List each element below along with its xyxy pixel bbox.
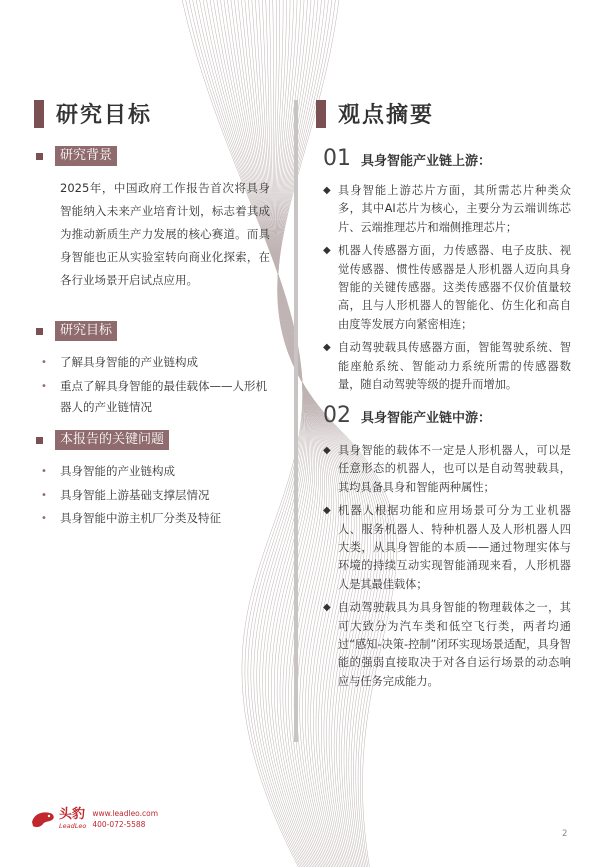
section-objectives-header: [36, 321, 117, 341]
section-background-header: [36, 146, 117, 166]
wave-strand: [277, 0, 357, 867]
list-item: • 具身智能上游基础支撑层情况: [40, 485, 275, 507]
wave-strand: [278, 0, 368, 867]
section-label: 研究背景: [55, 146, 117, 166]
wave-strand: [265, 0, 338, 867]
title-accent-bar: [316, 100, 326, 128]
background-paragraph: 2025年，中国政府工作报告首次将具身智能纳入未来产业培育计划，标志着其成为推动新质生产力发展的核心赛道。而具身智能也正从实验室转向商业化探索，在各行业场景开启试点应用。: [60, 181, 270, 287]
section-heading: 具身智能产业链上游：: [361, 154, 492, 169]
wave-strand: [216, 0, 316, 867]
wave-strand: [277, 0, 359, 867]
square-bullet-icon: [36, 153, 43, 160]
left-column-title: [34, 98, 152, 129]
list-item: ◆ 机器人传感器方面，力传感器、电子皮肤、视觉传感器、惯性传感器是人形机器人迈向具身智能的关键传感器。这类传感器不仅价值量较高，且与人形机器人的智能化、仿生化和高自由度等发展方向紧密相连；: [323, 244, 571, 331]
wave-strand: [212, 0, 314, 867]
list-item: • 了解具身智能的产业链构成: [40, 352, 275, 374]
section-heading: 具身智能产业链中游：: [361, 411, 492, 426]
list-item: • 重点了解具身智能的最佳载体——人形机器人的产业链情况: [40, 376, 275, 419]
midstream-list: [323, 442, 571, 696]
diamond-bullet-icon: ◆: [323, 445, 331, 456]
wave-strand: [198, 0, 308, 867]
objectives-list: [40, 352, 275, 421]
upstream-header: [323, 146, 491, 171]
small-dot-icon: •: [41, 513, 47, 524]
wave-strand: [191, 0, 305, 867]
wave-strand: [187, 0, 303, 867]
wave-strand: [278, 0, 363, 867]
small-dot-icon: •: [41, 380, 47, 392]
diamond-bullet-icon: ◆: [323, 602, 331, 614]
section-label: 研究目标: [55, 321, 117, 341]
wave-strand: [223, 0, 319, 867]
wave-strand: [278, 0, 365, 867]
square-bullet-icon: [36, 437, 43, 444]
section-number: 02: [323, 403, 351, 428]
list-item: • 具身智能的产业链构成: [40, 461, 275, 483]
wave-strand: [180, 0, 303, 867]
list-item: ◆ 自动驾驶载具传感器方面，智能驾驶系统、智能座舱系统、智能动力系统所需的传感器数量，随自动驾驶等级的提升而增加。: [323, 341, 571, 392]
left-title-text: 研究目标: [56, 103, 153, 128]
section-number: 01: [323, 146, 351, 171]
diamond-bullet-icon: ◆: [323, 505, 331, 517]
wave-strand: [275, 0, 348, 867]
leopard-logo-icon: [30, 808, 56, 830]
square-bullet-icon: [36, 328, 43, 335]
wave-strand: [251, 0, 331, 867]
wave-strand: [278, 0, 376, 867]
diamond-bullet-icon: ◆: [323, 342, 331, 354]
wave-strand: [248, 0, 330, 867]
wave-strand: [230, 0, 322, 867]
wave-strand: [194, 0, 306, 867]
wave-strand: [184, 0, 303, 867]
list-item: ◆ 具身智能的载体不一定是人形机器人，可以是任意形态的机器人，也可以是自动驾驶载具，其均具备具身和智能两种属性；: [323, 444, 571, 494]
page-number: 2: [562, 829, 568, 839]
wave-strand: [244, 0, 328, 867]
website-link[interactable]: www.leadleo.com: [92, 809, 159, 818]
section-key-questions-header: [36, 430, 169, 450]
small-dot-icon: •: [41, 489, 47, 501]
wave-strand: [237, 0, 325, 867]
diamond-bullet-icon: ◆: [323, 185, 331, 196]
phone-number: 400-072-5588: [92, 820, 146, 829]
key-questions-list: [40, 461, 275, 532]
upstream-list: [323, 182, 571, 399]
section-label: 本报告的关键问题: [55, 430, 169, 450]
footer-logo: [30, 808, 158, 830]
wave-strand: [274, 0, 346, 867]
wave-strand: [269, 0, 341, 867]
list-item: ◆ 自动驾驶载具为具身智能的物理载体之一，其可大致分为汽车类和低空飞行类，两者均通过“感知-决策-控制”闭环实现场景适配，具身智能的强弱直接取决于对各自运行场景的动态响应与任务完成能力。: [323, 601, 571, 688]
wave-strand: [233, 0, 323, 867]
wave-strand: [278, 0, 373, 867]
right-column-title: [316, 98, 434, 129]
contact-info: [92, 808, 158, 830]
logo-en-text: LeadLeo: [59, 822, 87, 830]
midstream-header: [323, 403, 491, 428]
column-divider: [294, 100, 298, 742]
small-dot-icon: •: [41, 357, 47, 368]
list-item: ◆ 机器人根据功能和应用场景可分为工业机器人、服务机器人、特种机器人及人形机器人四大类，从具身智能的本质——通过物理实体与环境的持续互动实现智能涌现来看，人形机器人是其最佳载体；: [323, 504, 571, 591]
list-item: ◆ 具身智能上游芯片方面，其所需芯片种类众多，其中AI芯片为核心，主要分为云端训练芯片、云端推理芯片和端侧推理芯片；: [323, 184, 571, 234]
wave-strand: [219, 0, 317, 867]
wave-strand: [240, 0, 326, 867]
logo-cn-text: 头豹: [59, 807, 86, 822]
wave-strand: [277, 0, 355, 867]
wave-strand: [272, 0, 343, 867]
wave-strand: [276, 0, 351, 867]
wave-strand: [262, 0, 336, 867]
diamond-bullet-icon: ◆: [323, 245, 331, 257]
list-item: • 具身智能中游主机厂分类及特征: [40, 508, 275, 530]
wave-strand: [226, 0, 320, 867]
title-accent-bar: [34, 100, 44, 128]
right-title-text: 观点摘要: [338, 103, 435, 128]
wave-strand: [278, 0, 371, 867]
small-dot-icon: •: [41, 466, 47, 477]
